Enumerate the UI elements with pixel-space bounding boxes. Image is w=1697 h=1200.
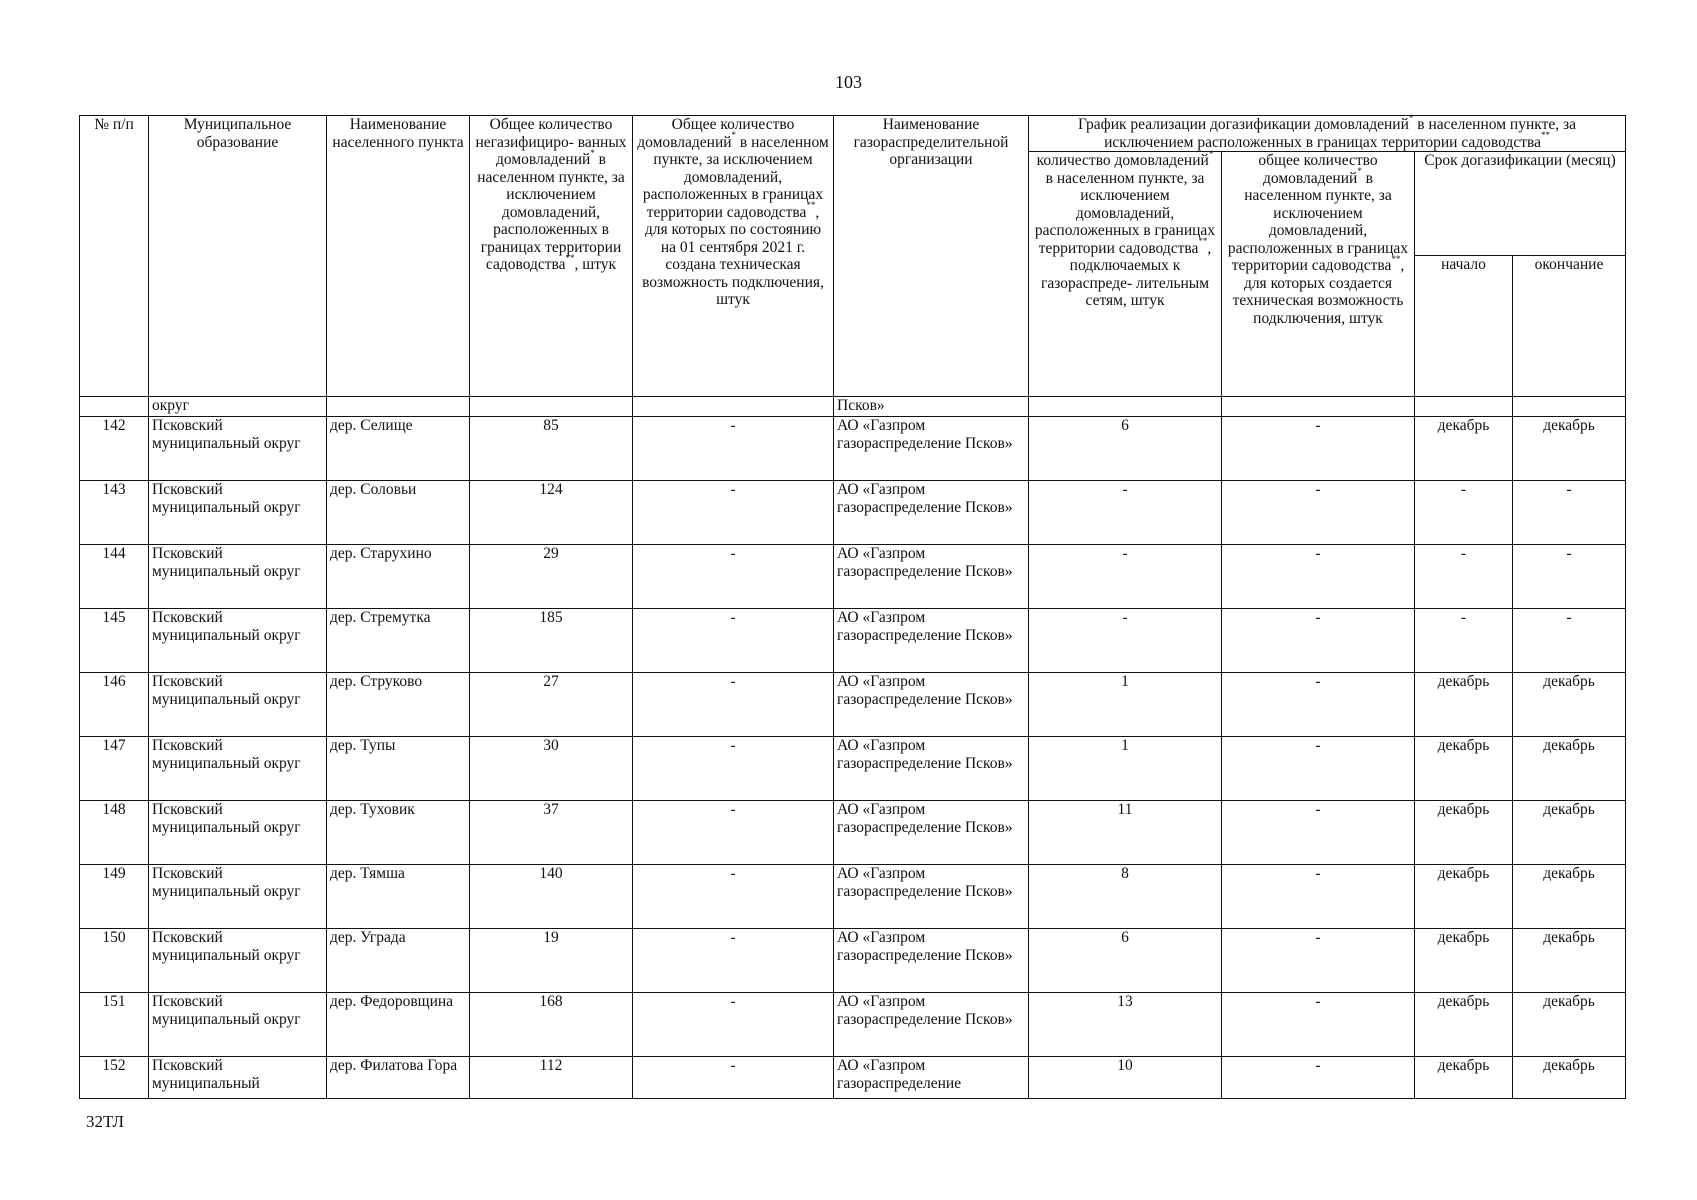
cell-settlement: дер. Тупы [327,737,470,801]
cell-end: декабрь [1513,801,1626,865]
cell-num: 150 [80,929,149,993]
table-row [80,929,1626,993]
cell-total: 37 [470,801,633,865]
cell-connected: 6 [1029,417,1222,481]
cell-created: - [1222,737,1415,801]
cell-connected: 13 [1029,993,1222,1057]
cell-start: - [1415,481,1513,545]
cell-connected [1029,397,1222,417]
cell-municipality: Псковский муниципальный округ [149,737,327,801]
cell-municipality: Псковский муниципальный округ [149,993,327,1057]
cell-end: декабрь [1513,417,1626,481]
cell-org: Псков» [834,397,1029,417]
footer-code: 32ТЛ [86,1112,125,1131]
header-end: окончание [1513,256,1626,397]
cell-start: декабрь [1415,673,1513,737]
cell-total: 168 [470,993,633,1057]
cell-tech: - [633,417,834,481]
cell-org: АО «Газпром газораспределение Псков» [834,417,1029,481]
cell-created: - [1222,929,1415,993]
cell-org: АО «Газпром газораспределение Псков» [834,993,1029,1057]
table-row [80,993,1626,1057]
cell-org: АО «Газпром газораспределение Псков» [834,801,1029,865]
table-row [80,801,1626,865]
page-number: 103 [835,72,862,92]
cell-end: декабрь [1513,865,1626,929]
cell-created: - [1222,481,1415,545]
cell-total: 112 [470,1057,633,1099]
cell-settlement: дер. Стремутка [327,609,470,673]
header-created: общее количество домовладений* в населенном пункте, за исключением домовладений, расположенных в границах территории садоводства**, для которых создается техническая возможность подключения, штук [1222,152,1415,397]
header-municipality: Муниципальное образование [149,116,327,397]
header-settlement: Наименование населенного пункта [327,116,470,397]
cell-num: 146 [80,673,149,737]
cell-end [1513,397,1626,417]
cell-start: декабрь [1415,801,1513,865]
cell-org: АО «Газпром газораспределение Псков» [834,737,1029,801]
cell-created: - [1222,801,1415,865]
cell-end: - [1513,481,1626,545]
cell-total: 124 [470,481,633,545]
cell-num: 147 [80,737,149,801]
table-row [80,545,1626,609]
cell-connected: - [1029,481,1222,545]
cell-settlement: дер. Струково [327,673,470,737]
cell-settlement: дер. Селище [327,417,470,481]
cell-settlement [327,397,470,417]
cell-start: - [1415,609,1513,673]
cell-settlement: дер. Старухино [327,545,470,609]
cell-num: 152 [80,1057,149,1099]
cell-end: декабрь [1513,929,1626,993]
cell-end: декабрь [1513,1057,1626,1099]
cell-total: 30 [470,737,633,801]
cell-total: 185 [470,609,633,673]
cell-org: АО «Газпром газораспределение Псков» [834,865,1029,929]
table-body [80,397,1626,1099]
cell-end: декабрь [1513,673,1626,737]
cell-num: 142 [80,417,149,481]
cell-total: 19 [470,929,633,993]
cell-org: АО «Газпром газораспределение Псков» [834,481,1029,545]
cell-num: 148 [80,801,149,865]
cell-created: - [1222,545,1415,609]
header-tech-possible: Общее количество домовладений* в населенном пункте, за исключением домовладений, расположенных в границах территории садоводства**, для которых по состоянию на 01 сентября 2021 г. создана техническая возможность подключения, штук [633,116,834,397]
cell-total [470,397,633,417]
cell-settlement: дер. Туховик [327,801,470,865]
cell-end: декабрь [1513,737,1626,801]
header-num: № п/п [80,116,149,397]
cell-total: 140 [470,865,633,929]
cell-connected: 10 [1029,1057,1222,1099]
cell-num: 151 [80,993,149,1057]
cell-end: - [1513,545,1626,609]
header-non-gasified: Общее количество негазифициро- ванных домовладений* в населенном пункте, за исключением домовладений, расположенных в границах территории садоводства**, штук [470,116,633,397]
cell-start: декабрь [1415,417,1513,481]
cell-settlement: дер. Соловьи [327,481,470,545]
cell-num: 143 [80,481,149,545]
cell-start: - [1415,545,1513,609]
cell-municipality: Псковский муниципальный округ [149,481,327,545]
cell-tech: - [633,737,834,801]
cell-created [1222,397,1415,417]
cell-connected: 1 [1029,673,1222,737]
cell-settlement: дер. Уграда [327,929,470,993]
cell-tech [633,397,834,417]
cell-tech: - [633,673,834,737]
cell-total: 85 [470,417,633,481]
cell-connected: 1 [1029,737,1222,801]
header-start: начало [1415,256,1513,397]
cell-tech: - [633,801,834,865]
cell-end: декабрь [1513,993,1626,1057]
cell-org: АО «Газпром газораспределение Псков» [834,609,1029,673]
cell-settlement: дер. Тямша [327,865,470,929]
header-connected: количество домовладений* в населенном пункте, за исключением домовладений, расположенных в границах территории садоводства**, подключаемых к газораспреде- лительным сетям, штук [1029,152,1222,397]
table-row [80,417,1626,481]
cell-num: 144 [80,545,149,609]
cell-org: АО «Газпром газораспределение Псков» [834,673,1029,737]
cell-org: АО «Газпром газораспределение [834,1057,1029,1099]
cell-municipality: округ [149,397,327,417]
cell-connected: 8 [1029,865,1222,929]
cell-start: декабрь [1415,865,1513,929]
cell-created: - [1222,609,1415,673]
cell-created: - [1222,417,1415,481]
cell-start: декабрь [1415,929,1513,993]
header-schedule: График реализации догазификации домовладений* в населенном пункте, за исключением расположенных в границах территории садоводства** [1029,116,1626,152]
cell-num: 145 [80,609,149,673]
table-row [80,481,1626,545]
cell-start: декабрь [1415,737,1513,801]
gasification-table [79,112,1626,1099]
cell-settlement: дер. Федоровщина [327,993,470,1057]
cell-municipality: Псковский муниципальный округ [149,929,327,993]
cell-tech: - [633,1057,834,1099]
cell-created: - [1222,1057,1415,1099]
cell-start [1415,397,1513,417]
header-org: Наименование газораспределительной организации [834,116,1029,397]
cell-org: АО «Газпром газораспределение Псков» [834,545,1029,609]
cell-municipality: Псковский муниципальный округ [149,673,327,737]
cell-municipality: Псковский муниципальный округ [149,865,327,929]
cell-settlement: дер. Филатова Гора [327,1057,470,1099]
header-term: Срок догазификации (месяц) [1415,152,1626,256]
cell-tech: - [633,929,834,993]
cell-tech: - [633,993,834,1057]
cell-created: - [1222,865,1415,929]
cell-municipality: Псковский муниципальный округ [149,417,327,481]
cell-created: - [1222,993,1415,1057]
cell-tech: - [633,481,834,545]
cell-connected: 6 [1029,929,1222,993]
cell-municipality: Псковский муниципальный округ [149,801,327,865]
cell-tech: - [633,545,834,609]
cell-municipality: Псковский муниципальный округ [149,609,327,673]
cell-created: - [1222,673,1415,737]
cell-org: АО «Газпром газораспределение Псков» [834,929,1029,993]
table-header [80,112,1626,397]
cell-connected: 11 [1029,801,1222,865]
cell-tech: - [633,865,834,929]
cell-tech: - [633,609,834,673]
cell-municipality: Псковский муниципальный округ [149,545,327,609]
table-row-continuation [80,397,1626,417]
cell-total: 27 [470,673,633,737]
cell-total: 29 [470,545,633,609]
table-row [80,865,1626,929]
table-row [80,1057,1626,1099]
cell-municipality: Псковский муниципальный [149,1057,327,1099]
table-row [80,673,1626,737]
cell-connected: - [1029,545,1222,609]
cell-start: декабрь [1415,1057,1513,1099]
cell-end: - [1513,609,1626,673]
cell-num: 149 [80,865,149,929]
table-row [80,609,1626,673]
cell-connected: - [1029,609,1222,673]
cell-start: декабрь [1415,993,1513,1057]
table-row [80,737,1626,801]
cell-num [80,397,149,417]
